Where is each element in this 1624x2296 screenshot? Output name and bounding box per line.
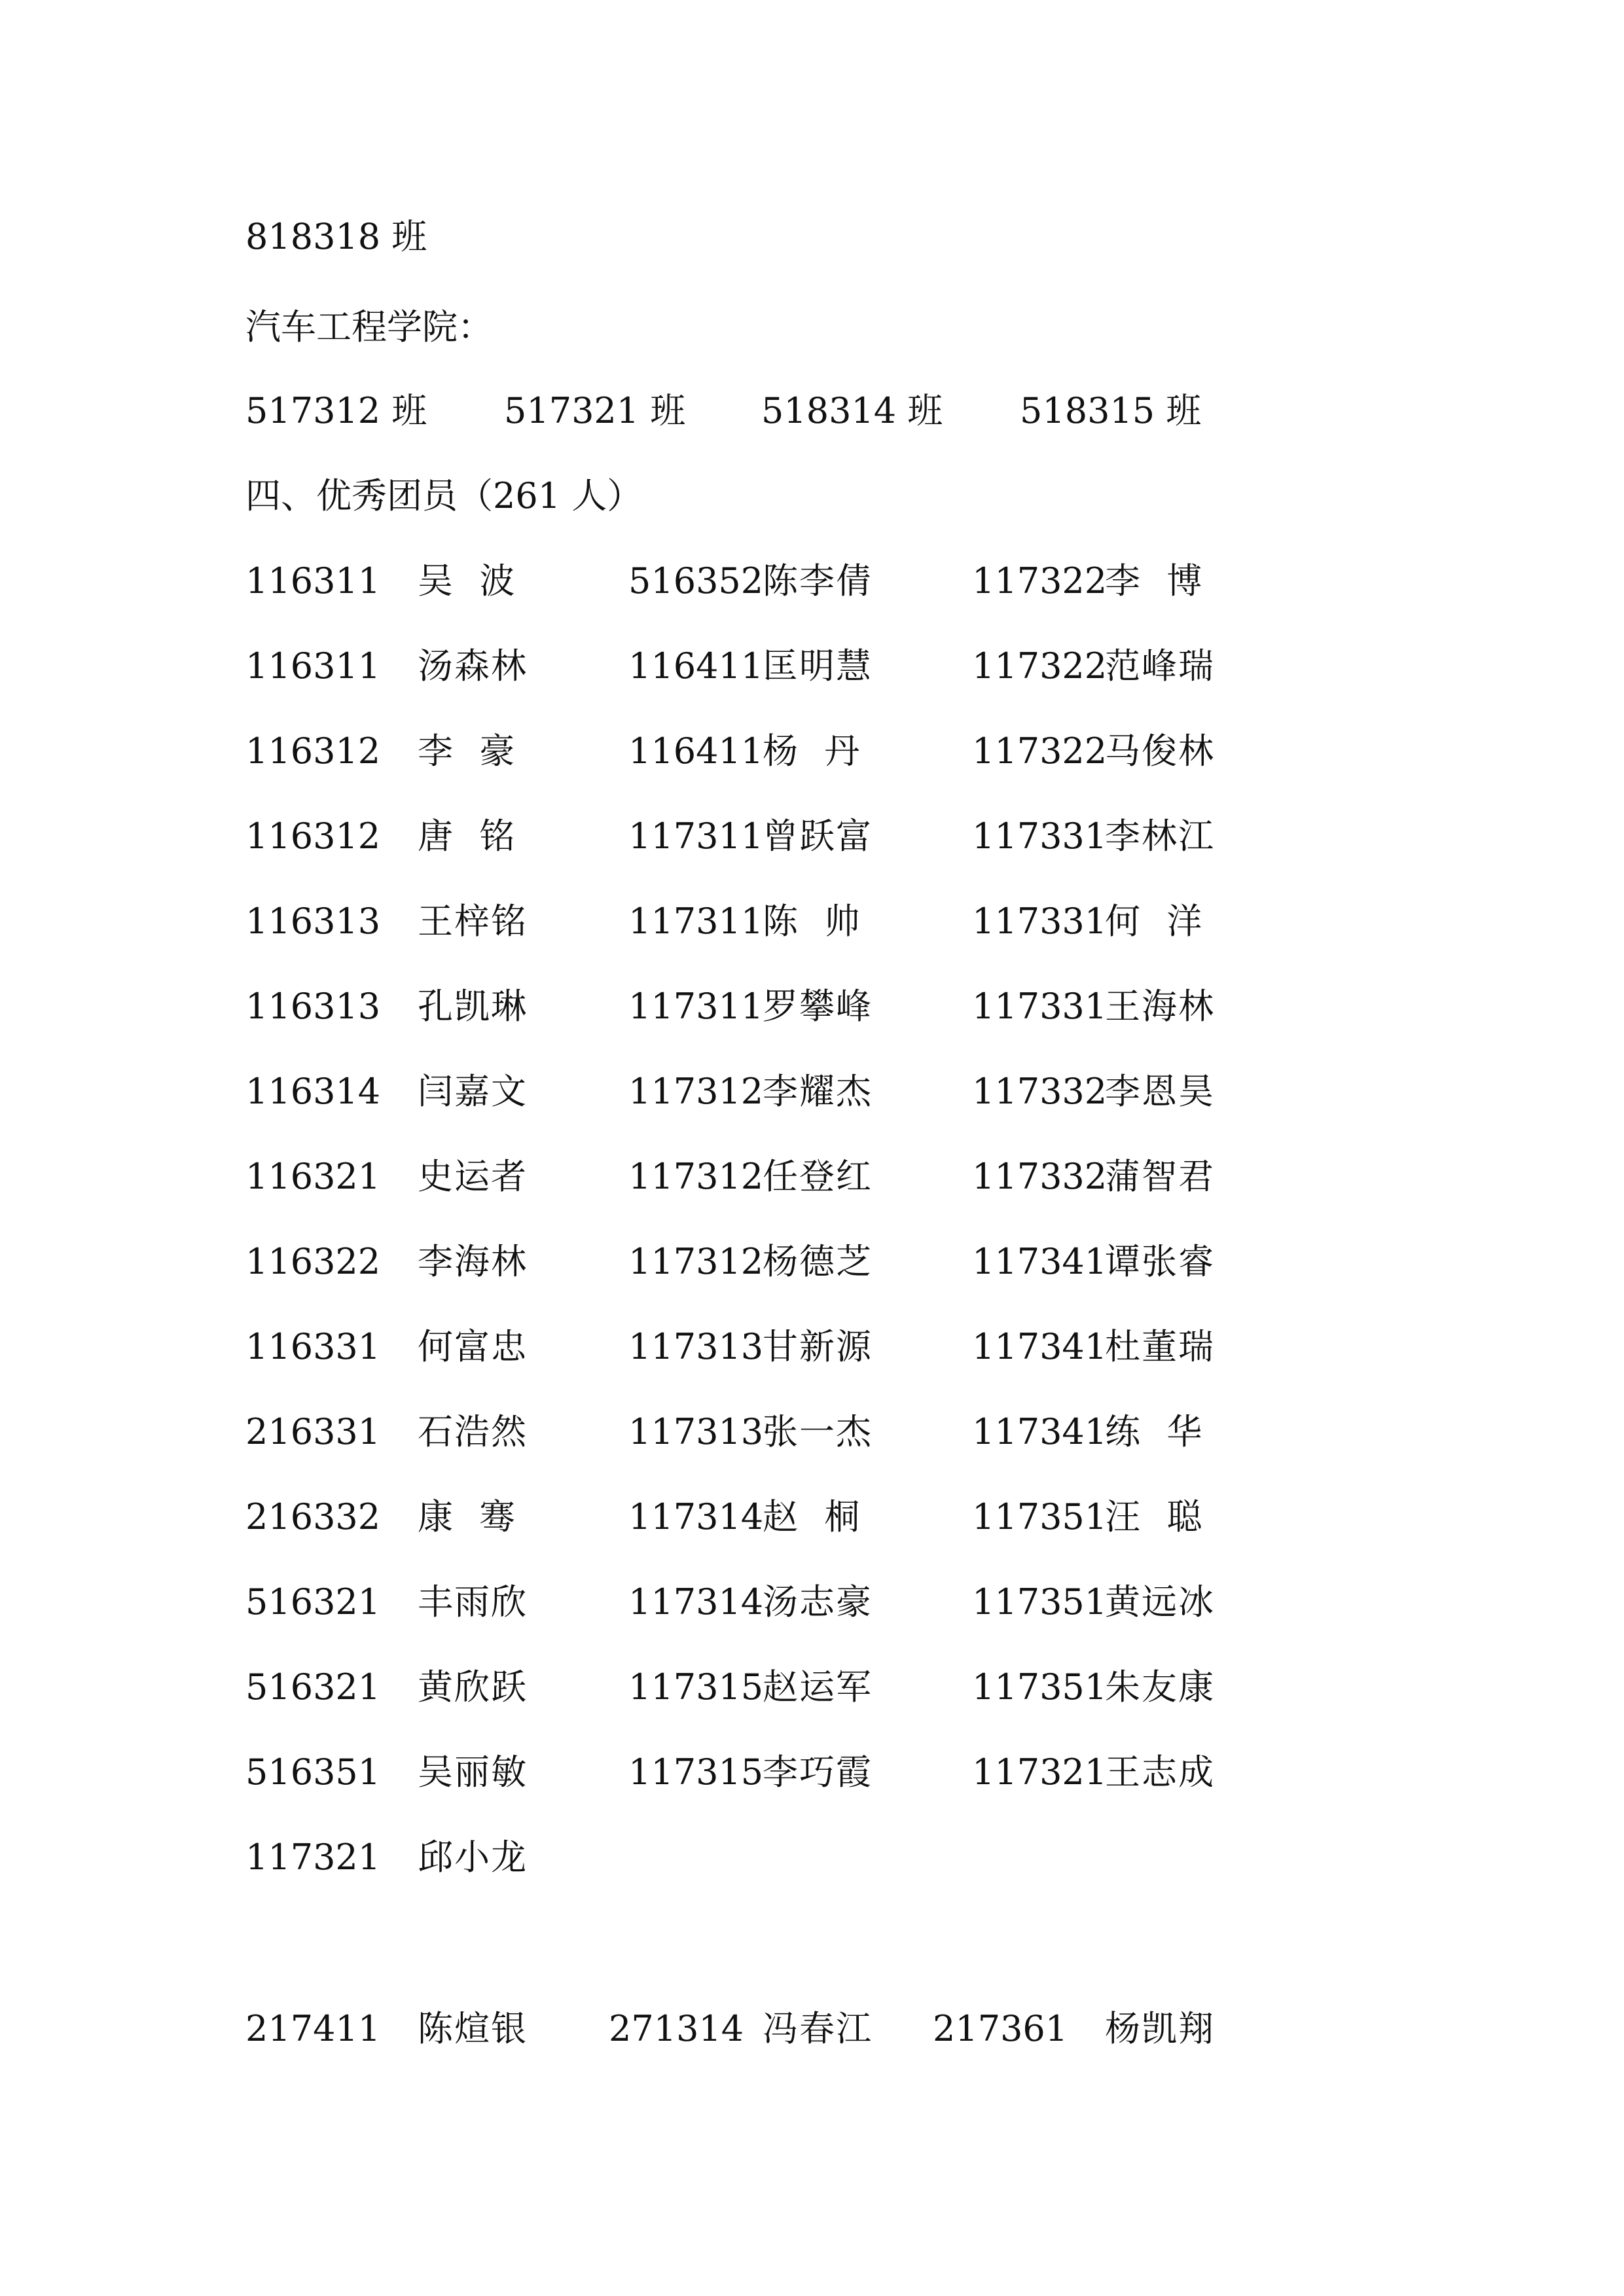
class-number: 117321 (972, 1751, 1108, 1793)
member-name: 李耀杰 (763, 1071, 873, 1112)
section-title: 四、优秀团员（261 人） (245, 475, 643, 516)
member-name: 康 骞 (418, 1496, 516, 1537)
class-number: 117311 (628, 901, 764, 942)
member-name: 练 华 (1105, 1411, 1204, 1452)
member-name: 冯春江 (763, 2008, 873, 2049)
class-number: 117322 (972, 645, 1108, 687)
class-number: 117314 (628, 1581, 764, 1623)
class-number: 116312 (245, 730, 381, 772)
member-name: 吴丽敏 (418, 1751, 528, 1793)
class-number: 116312 (245, 816, 381, 857)
class-number: 116411 (628, 645, 764, 687)
member-name: 杨凯翔 (1105, 2008, 1215, 2049)
member-name: 汤森林 (418, 645, 528, 687)
class-number: 117315 (628, 1666, 764, 1708)
class-number: 117341 (972, 1411, 1108, 1452)
member-name: 唐 铭 (418, 816, 516, 857)
member-name: 王志成 (1105, 1751, 1215, 1793)
member-name: 范峰瑞 (1105, 645, 1215, 687)
class-number: 117331 (972, 816, 1108, 857)
member-name: 史运者 (418, 1156, 528, 1197)
class-number: 117322 (972, 560, 1108, 601)
member-name: 何富忠 (418, 1326, 528, 1367)
member-name: 闫嘉文 (418, 1071, 528, 1112)
member-name: 汪 聪 (1105, 1496, 1204, 1537)
member-name: 杨 丹 (763, 730, 861, 772)
class-number: 116311 (245, 560, 381, 601)
member-name: 王海林 (1105, 986, 1215, 1027)
member-name: 杨德芝 (763, 1241, 873, 1282)
member-name: 赵 桐 (763, 1496, 861, 1537)
member-name: 黄远冰 (1105, 1581, 1215, 1623)
class-number: 516351 (245, 1751, 381, 1793)
class-number: 117313 (628, 1326, 764, 1367)
member-name: 谭张睿 (1105, 1241, 1215, 1282)
class-number: 116313 (245, 986, 381, 1027)
class-number: 117332 (972, 1156, 1108, 1197)
class-number: 117351 (972, 1666, 1108, 1708)
class-number: 217361 (933, 2008, 1068, 2049)
member-name: 陈李倩 (763, 560, 873, 601)
class-number: 117341 (972, 1326, 1108, 1367)
member-name: 罗攀峰 (763, 986, 873, 1027)
class-number: 117314 (628, 1496, 764, 1537)
college-heading: 汽车工程学院： (245, 306, 493, 348)
class-number: 516321 (245, 1666, 381, 1708)
class-number: 117321 (245, 1837, 381, 1878)
class-item: 518315 班 (1020, 390, 1202, 431)
class-number: 116411 (628, 730, 764, 772)
member-name: 吴 波 (418, 560, 516, 601)
member-name: 陈 帅 (763, 901, 861, 942)
member-name: 李 豪 (418, 730, 516, 772)
member-name: 王梓铭 (418, 901, 528, 942)
class-item: 517321 班 (504, 390, 686, 431)
class-item: 518314 班 (761, 390, 943, 431)
class-number: 117351 (972, 1496, 1108, 1537)
class-number: 216331 (245, 1411, 381, 1452)
member-name: 蒲智君 (1105, 1156, 1215, 1197)
member-name: 邱小龙 (418, 1837, 528, 1878)
member-name: 黄欣跃 (418, 1666, 528, 1708)
class-number: 117331 (972, 901, 1108, 942)
class-number: 117312 (628, 1241, 764, 1282)
class-number: 116311 (245, 645, 381, 687)
member-name: 汤志豪 (763, 1581, 873, 1623)
member-name: 李海林 (418, 1241, 528, 1282)
class-number: 117315 (628, 1751, 764, 1793)
class-number: 117322 (972, 730, 1108, 772)
member-name: 甘新源 (763, 1326, 873, 1367)
class-number: 116331 (245, 1326, 381, 1367)
member-name: 任登红 (763, 1156, 873, 1197)
member-name: 李恩昊 (1105, 1071, 1215, 1112)
member-name: 李林江 (1105, 816, 1215, 857)
member-name: 曾跃富 (763, 816, 873, 857)
class-number: 117313 (628, 1411, 764, 1452)
class-item: 517312 班 (245, 390, 427, 431)
member-name: 石浩然 (418, 1411, 528, 1452)
member-name: 孔凯琳 (418, 986, 528, 1027)
member-name: 朱友康 (1105, 1666, 1215, 1708)
member-name: 马俊林 (1105, 730, 1215, 772)
class-number: 117331 (972, 986, 1108, 1027)
class-number: 217411 (245, 2008, 381, 2049)
class-number: 516321 (245, 1581, 381, 1623)
class-line: 818318 班 (245, 216, 427, 257)
class-number: 117311 (628, 816, 764, 857)
member-name: 李 博 (1105, 560, 1204, 601)
member-name: 何 洋 (1105, 901, 1204, 942)
member-name: 杜董瑞 (1105, 1326, 1215, 1367)
member-name: 陈煊银 (418, 2008, 528, 2049)
class-number: 117351 (972, 1581, 1108, 1623)
member-name: 匡明慧 (763, 645, 873, 687)
class-number: 271314 (609, 2008, 744, 2049)
class-number: 117312 (628, 1156, 764, 1197)
member-name: 丰雨欣 (418, 1581, 528, 1623)
class-number: 216332 (245, 1496, 381, 1537)
member-name: 张一杰 (763, 1411, 873, 1452)
class-number: 117312 (628, 1071, 764, 1112)
class-number: 117332 (972, 1071, 1108, 1112)
class-number: 116322 (245, 1241, 381, 1282)
member-name: 赵运军 (763, 1666, 873, 1708)
class-number: 117341 (972, 1241, 1108, 1282)
class-number: 516352 (628, 560, 764, 601)
class-number: 116321 (245, 1156, 381, 1197)
class-number: 116313 (245, 901, 381, 942)
class-number: 116314 (245, 1071, 381, 1112)
member-name: 李巧霞 (763, 1751, 873, 1793)
class-number: 117311 (628, 986, 764, 1027)
